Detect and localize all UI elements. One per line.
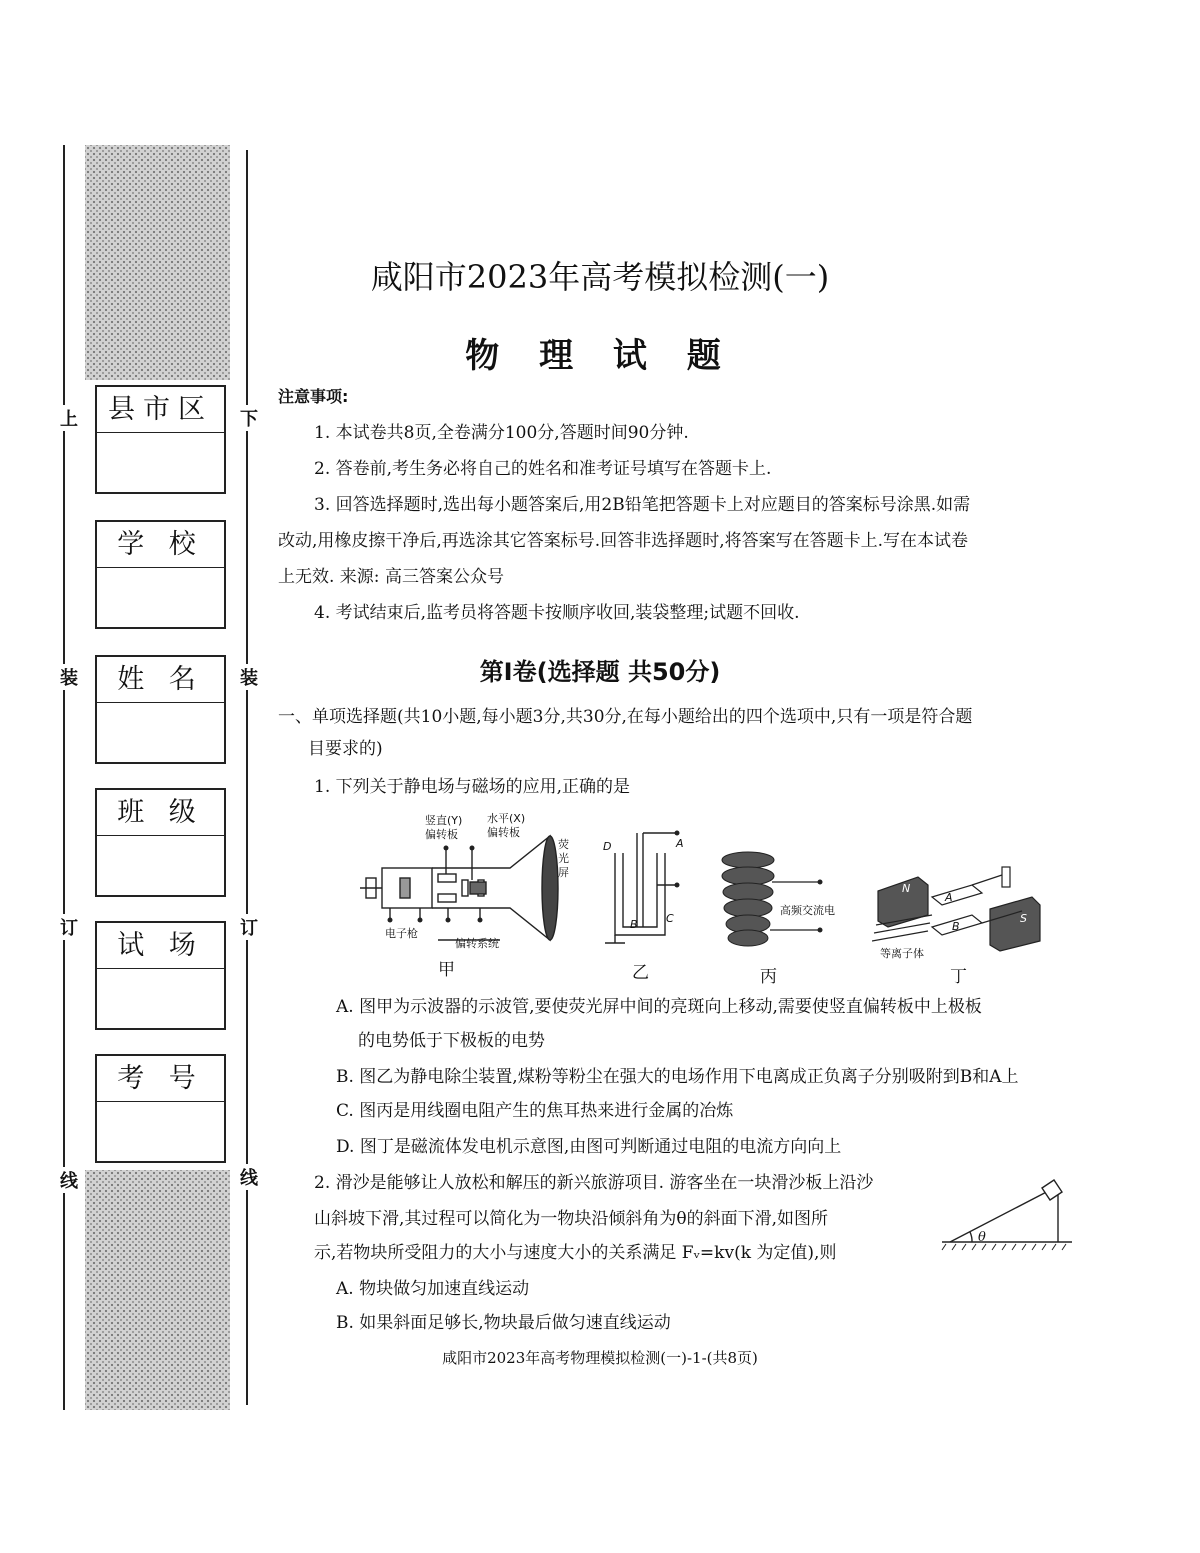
ding-label-n: N — [902, 882, 911, 895]
q2-stem-1: 2. 滑沙是能够让人放松和解压的新兴旅游项目. 游客坐在一块滑沙板上沿沙 — [314, 1173, 874, 1193]
q2-stem-2: 山斜坡下滑,其过程可以简化为一物块沿倾斜角为θ的斜面下滑,如图所 — [314, 1209, 829, 1229]
notice-item-1: 1. 本试卷共8页,全卷满分100分,答题时间90分钟. — [314, 423, 689, 443]
jia-label-horizontal: 水平(X) — [487, 812, 526, 825]
q1-option-b: B. 图乙为静电除尘装置,煤粉等粉尘在强大的电场作用下电离成正负离子分别吸附到B和A上 — [336, 1067, 1019, 1087]
field-school[interactable] — [95, 520, 226, 629]
q1-option-a-cont: 的电势低于下极板的电势 — [358, 1031, 545, 1051]
notice-item-4: 4. 考试结束后,监考员将答题卡按顺序收回,装袋整理;试题不回收. — [314, 603, 800, 623]
binding-word-left-4: 线 — [60, 1167, 78, 1193]
notice-item-2: 2. 答卷前,考生务必将自己的姓名和准考证号填写在答题卡上. — [314, 459, 772, 479]
field-label: 试 场 — [97, 923, 224, 969]
field-label: 县市区 — [97, 387, 224, 433]
q2-stem-3: 示,若物块所受阻力的大小与速度大小的关系满足 Fᵥ=kv(k 为定值),则 — [314, 1243, 837, 1263]
notice-item-3: 3. 回答选择题时,选出每小题答案后,用2B铅笔把答题卡上对应题目的答案标号涂黑.如需 — [314, 495, 971, 515]
jia-label-screen: 荧光屏 — [558, 838, 569, 879]
jia-label-horizontal-plate: 偏转板 — [487, 826, 520, 839]
jia-label-system: 偏转系统 — [455, 937, 499, 950]
field-county[interactable] — [95, 385, 226, 494]
figure-ding-mhd-generator — [872, 865, 1047, 955]
binding-word-left-2: 装 — [60, 664, 78, 690]
field-class[interactable] — [95, 788, 226, 897]
ding-label-s: S — [1020, 912, 1027, 925]
q1-stem: 1. 下列关于静电场与磁场的应用,正确的是 — [314, 777, 631, 797]
subject-title: 物 理 试 题 — [465, 336, 735, 376]
q2-option-b: B. 如果斜面足够长,物块最后做匀速直线运动 — [336, 1313, 671, 1333]
notice-item-3-cont: 改动,用橡皮擦干净后,再选涂其它答案标号.回答非选择题时,将答案写在答题卡上.写在本试卷 — [278, 531, 969, 551]
jia-label-vertical: 竖直(Y) — [425, 814, 463, 827]
binding-word-right-3: 订 — [240, 914, 258, 940]
binding-word-left-1: 上 — [60, 405, 78, 431]
yi-label-c: C — [666, 912, 674, 925]
field-label: 学 校 — [97, 522, 224, 568]
field-label: 班 级 — [97, 790, 224, 836]
figure-incline — [940, 1172, 1075, 1252]
figure-bing-caption: 丙 — [760, 967, 777, 987]
yi-label-a: A — [676, 837, 684, 850]
part1-heading-cont: 目要求的) — [308, 739, 383, 759]
binding-word-right-1: 下 — [240, 405, 258, 431]
bing-label-ac: 高频交流电 — [780, 904, 835, 917]
figure-jia-caption: 甲 — [438, 960, 455, 980]
yi-label-d: D — [603, 840, 612, 853]
notice-heading: 注意事项: — [278, 387, 349, 406]
binding-word-right-2: 装 — [240, 664, 258, 690]
q2-option-a: A. 物块做匀加速直线运动 — [336, 1279, 530, 1299]
part1-heading: 一、单项选择题(共10小题,每小题3分,共30分,在每小题给出的四个选项中,只有一项是符合题 — [278, 707, 973, 727]
figure-bing-coil — [712, 840, 827, 955]
figure-yi-caption: 乙 — [632, 963, 649, 983]
exam-title: 咸阳市2023年高考模拟检测(一) — [370, 258, 830, 296]
jia-label-gun: 电子枪 — [385, 927, 418, 940]
ding-label-a: A — [945, 891, 953, 904]
field-exam-room[interactable] — [95, 921, 226, 1030]
incline-angle-label: θ — [978, 1230, 986, 1245]
notice-item-3-cont2: 上无效. 来源: 高三答案公众号 — [278, 567, 504, 587]
q1-option-a: A. 图甲为示波器的示波管,要使荧光屏中间的亮斑向上移动,需要使竖直偏转板中上极板 — [336, 997, 982, 1017]
binding-word-right-4: 线 — [240, 1164, 258, 1190]
field-exam-number[interactable] — [95, 1054, 226, 1163]
field-label: 姓 名 — [97, 657, 224, 703]
binding-pattern-bottom — [85, 1170, 230, 1410]
jia-label-vertical-plate: 偏转板 — [425, 828, 458, 841]
q1-option-d: D. 图丁是磁流体发电机示意图,由图可判断通过电阻的电流方向向上 — [336, 1137, 842, 1157]
ding-label-plasma: 等离子体 — [880, 947, 924, 960]
yi-label-b: B — [630, 918, 638, 931]
figure-ding-caption: 丁 — [950, 967, 967, 987]
q1-option-c: C. 图丙是用线圈电阻产生的焦耳热来进行金属的冶炼 — [336, 1101, 734, 1121]
ding-label-b: B — [952, 920, 960, 933]
page-footer: 咸阳市2023年高考物理模拟检测(一)-1-(共8页) — [442, 1349, 758, 1367]
section-title: 第Ⅰ卷(选择题 共50分) — [479, 658, 721, 686]
binding-word-left-3: 订 — [60, 914, 78, 940]
field-label: 考 号 — [97, 1056, 224, 1102]
